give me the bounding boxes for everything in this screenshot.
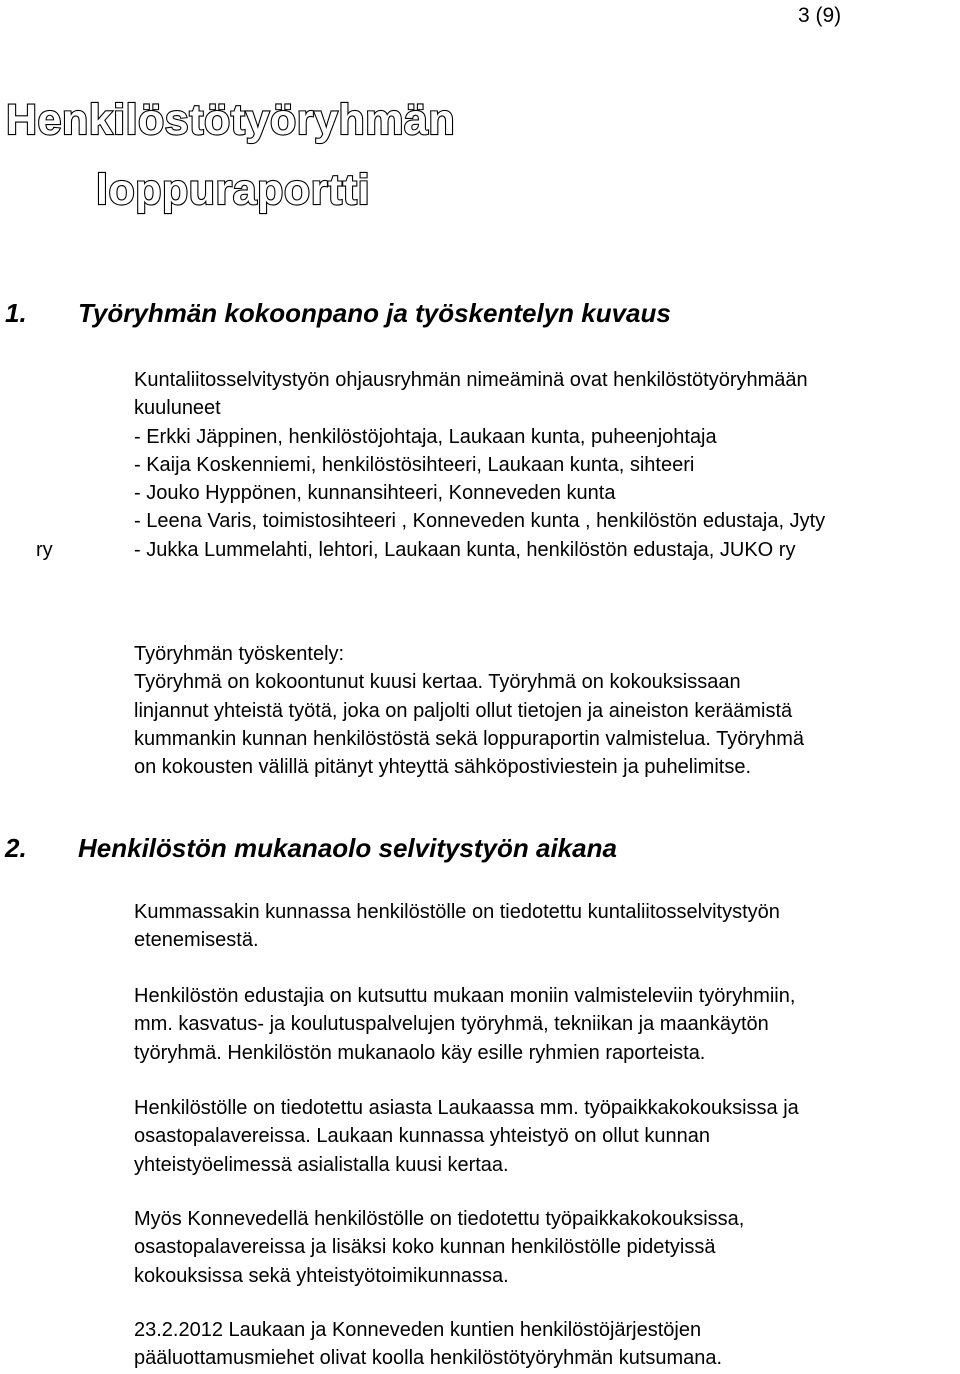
paragraph: Myös Konnevedellä henkilöstölle on tiedotettu työpaikkakokouksissa, osastopalavereissa ja lisäksi koko kunnan henkilöstölle pidetyissä kokouksissa sekä yhteistyötoimikunnassa. bbox=[134, 1208, 745, 1287]
section-2-title: Henkilöstön mukanaolo selvitystyön aikana bbox=[78, 833, 617, 863]
document-title-line-1: Henkilöstötyöryhmän bbox=[6, 96, 456, 144]
working-group-members: Kuntaliitosselvitystyön ohjausryhmän nimeäminä ovat henkilöstötyöryhmään kuuluneet - Erkki Jäppinen, henkilöstöjohtaja, Laukaan kunta, puheenjohtaja - Kaija Koskenniemi, henkilöstösihteeri, Laukaan kunta, sihteeri - Jouko Hyppönen, kunnansihteeri, Konneveden kunta - Leena Varis, toimistosihteeri , Konneveden kunta , henkilöstön edustaja, Jyty - Jukka Lummelahti, lehtori, Laukaan kunta, henkilöstön edustaja, JUKO ry bbox=[134, 369, 826, 561]
paragraph: 23.2.2012 Laukaan ja Konneveden kuntien henkilöstöjärjestöjen pääluottamusmiehet olivat koolla henkilöstötyöryhmän kutsumana. bbox=[134, 1319, 723, 1370]
section-2-number: 2. bbox=[5, 833, 27, 863]
section-1-title: Työryhmän kokoonpano ja työskentelyn kuvaus bbox=[78, 298, 671, 328]
paragraph: Henkilöstölle on tiedotettu asiasta Laukaassa mm. työpaikkakokouksissa ja osastopalavereissa. Laukaan kunnassa yhteistyö on ollut kunnan yhteistyöelimessä asialistalla kuusi kertaa. bbox=[134, 1097, 799, 1176]
paragraph: Kummassakin kunnassa henkilöstölle on tiedotettu kuntaliitosselvitystyön etenemisestä. bbox=[134, 901, 780, 952]
page-number: 3 (9) bbox=[798, 4, 842, 27]
wrapped-fragment-label: ry bbox=[36, 539, 53, 561]
document-title-line-2: loppuraportti bbox=[96, 166, 371, 214]
working-group-activity-paragraph: Työryhmän työskentely: Työryhmä on kokoontunut kuusi kertaa. Työryhmä on kokouksissaan linjannut yhteistä työtä, joka on paljolti ollut tietojen ja aineiston keräämistä kummankin kunnan henkilöstöstä sekä loppuraportin valmistelua. Työryhmä on kokousten välillä pitänyt yhteyttä sähköpostiviestein ja puhelimitse. bbox=[134, 643, 804, 779]
section-1-number: 1. bbox=[5, 298, 27, 328]
paragraph: Henkilöstön edustajia on kutsuttu mukaan moniin valmisteleviin työryhmiin, mm. kasvatus- ja koulutuspalvelujen työryhmä, tekniikan ja maankäytön työryhmä. Henkilöstön mukanaolo käy esille ryhmien raporteista. bbox=[134, 985, 796, 1064]
